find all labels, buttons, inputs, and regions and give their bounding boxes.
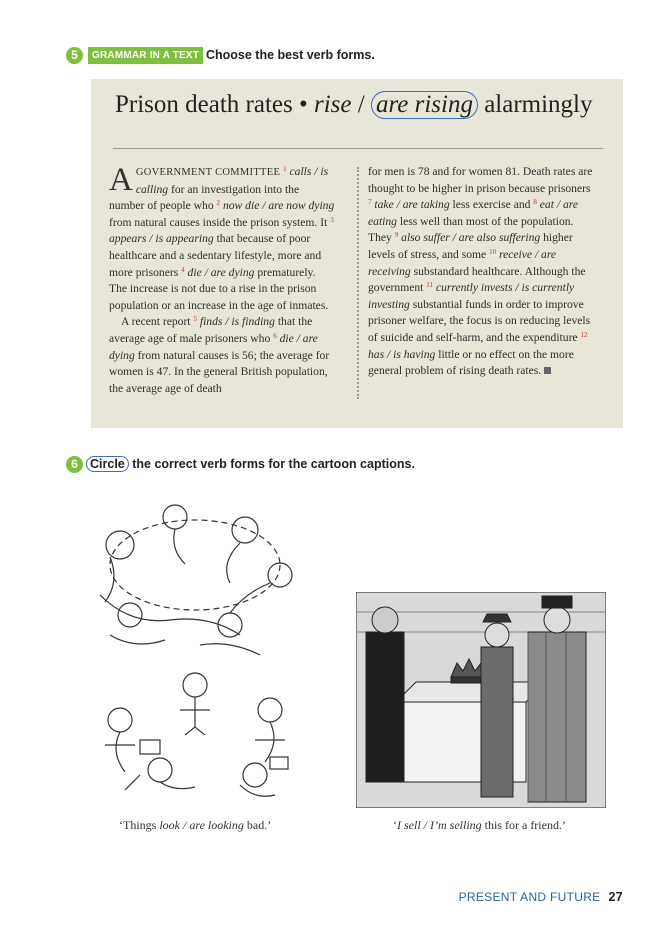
shopkeeper bbox=[366, 632, 404, 782]
paragraph-2: A recent report $^5$ finds / is finding that the average age of male prisoners who $^6$ die / are dying from natural causes is 56; the average for women is 47. In the general British population, the average age of death bbox=[109, 315, 330, 395]
section-title: PRESENT AND FUTURE bbox=[458, 890, 601, 904]
exercise-5-number: 5 bbox=[66, 47, 83, 64]
exercise-6-instruction: Circle the correct verb forms for the cartoon captions. bbox=[86, 456, 415, 472]
title-rule bbox=[113, 148, 603, 149]
end-mark bbox=[544, 367, 551, 374]
title-option-2-circled[interactable]: are rising bbox=[371, 91, 478, 119]
option-6[interactable]: die / are dying bbox=[109, 331, 318, 362]
title-option-1[interactable]: rise bbox=[314, 91, 352, 118]
option-11[interactable]: currently invests / is currently investing bbox=[368, 281, 575, 311]
paragraph-3: for men is 78 and for women 81. Death rates are thought to be higher in prison because prisoners $^7$ take / are taking less exercise and $^8$ eat / are eating less well than most of the population. They $^9$ also suffer / are also suffering higher levels of stress, and some $^{10}$ receive / are receiving substandard healthcare. Although the government $^{11}$ currently invests / is currently investing substantial funds in order to improve prisoner welfare, the focus is on reducing levels of suicide and self-harm, and the expenditure $^{12}$ has / is having little or no effect on the more general problem of rising death rates. bbox=[368, 165, 593, 378]
caption-left: ‘Things look / are looking bad.’ bbox=[119, 818, 272, 832]
title-end: alarmingly bbox=[484, 91, 593, 118]
cartoon-left-illustration bbox=[80, 495, 320, 810]
customer-middle bbox=[481, 647, 513, 797]
option-5[interactable]: finds / is finding bbox=[199, 315, 275, 329]
title-separator: / bbox=[357, 91, 365, 118]
caption-right: ‘I sell / I’m selling this for a friend.’ bbox=[393, 818, 566, 832]
figure-cluster-top bbox=[110, 520, 280, 610]
option-2[interactable]: now die / are now dying bbox=[222, 199, 335, 213]
circle-word: Circle bbox=[86, 456, 129, 472]
page-footer bbox=[459, 890, 623, 904]
page-number: 27 bbox=[608, 890, 623, 904]
cartoon-right-illustration bbox=[356, 592, 606, 808]
option-7[interactable]: take / are taking bbox=[374, 198, 450, 212]
option-4[interactable]: die / are dying bbox=[187, 265, 255, 279]
dropcap: A bbox=[109, 162, 133, 198]
article-title bbox=[115, 91, 593, 119]
exercise-5-tag: GRAMMAR IN A TEXT bbox=[88, 47, 203, 64]
article-column-2 bbox=[368, 164, 595, 380]
paragraph-1: AGOVERNMENT COMMITTEE $^1$ calls / is calling for an investigation into the number of people who $^2$ now die / are now dying from natural causes inside the prison system. It $^3$ appears / is appearing that because of poor healthcare and a sedentary lifestyle, more and more prisoners $^4$ die / are dying prematurely. The increase is not due to a rise in the prison population or an increase in the age of inmates. bbox=[109, 162, 335, 312]
option-9[interactable]: also suffer / are also suffering bbox=[401, 231, 541, 245]
option-3[interactable]: appears / is appearing bbox=[109, 232, 214, 246]
caption-right-options[interactable]: I sell / I’m selling bbox=[397, 818, 482, 832]
title-start: Prison death rates • bbox=[115, 91, 308, 118]
customer-right bbox=[528, 632, 586, 802]
option-12[interactable]: has / is having bbox=[368, 347, 436, 361]
option-1[interactable]: calls / is calling bbox=[135, 165, 329, 196]
caption-left-options[interactable]: look / are looking bbox=[159, 818, 244, 832]
column-divider bbox=[357, 167, 359, 399]
exercise-6-number: 6 bbox=[66, 456, 83, 473]
article-panel bbox=[91, 79, 623, 428]
option-10[interactable]: receive / are receiving bbox=[368, 247, 557, 278]
article-column-1 bbox=[109, 164, 336, 397]
exercise-5-instruction: Choose the best verb forms. bbox=[206, 48, 375, 62]
option-8[interactable]: eat / are eating bbox=[368, 198, 578, 228]
